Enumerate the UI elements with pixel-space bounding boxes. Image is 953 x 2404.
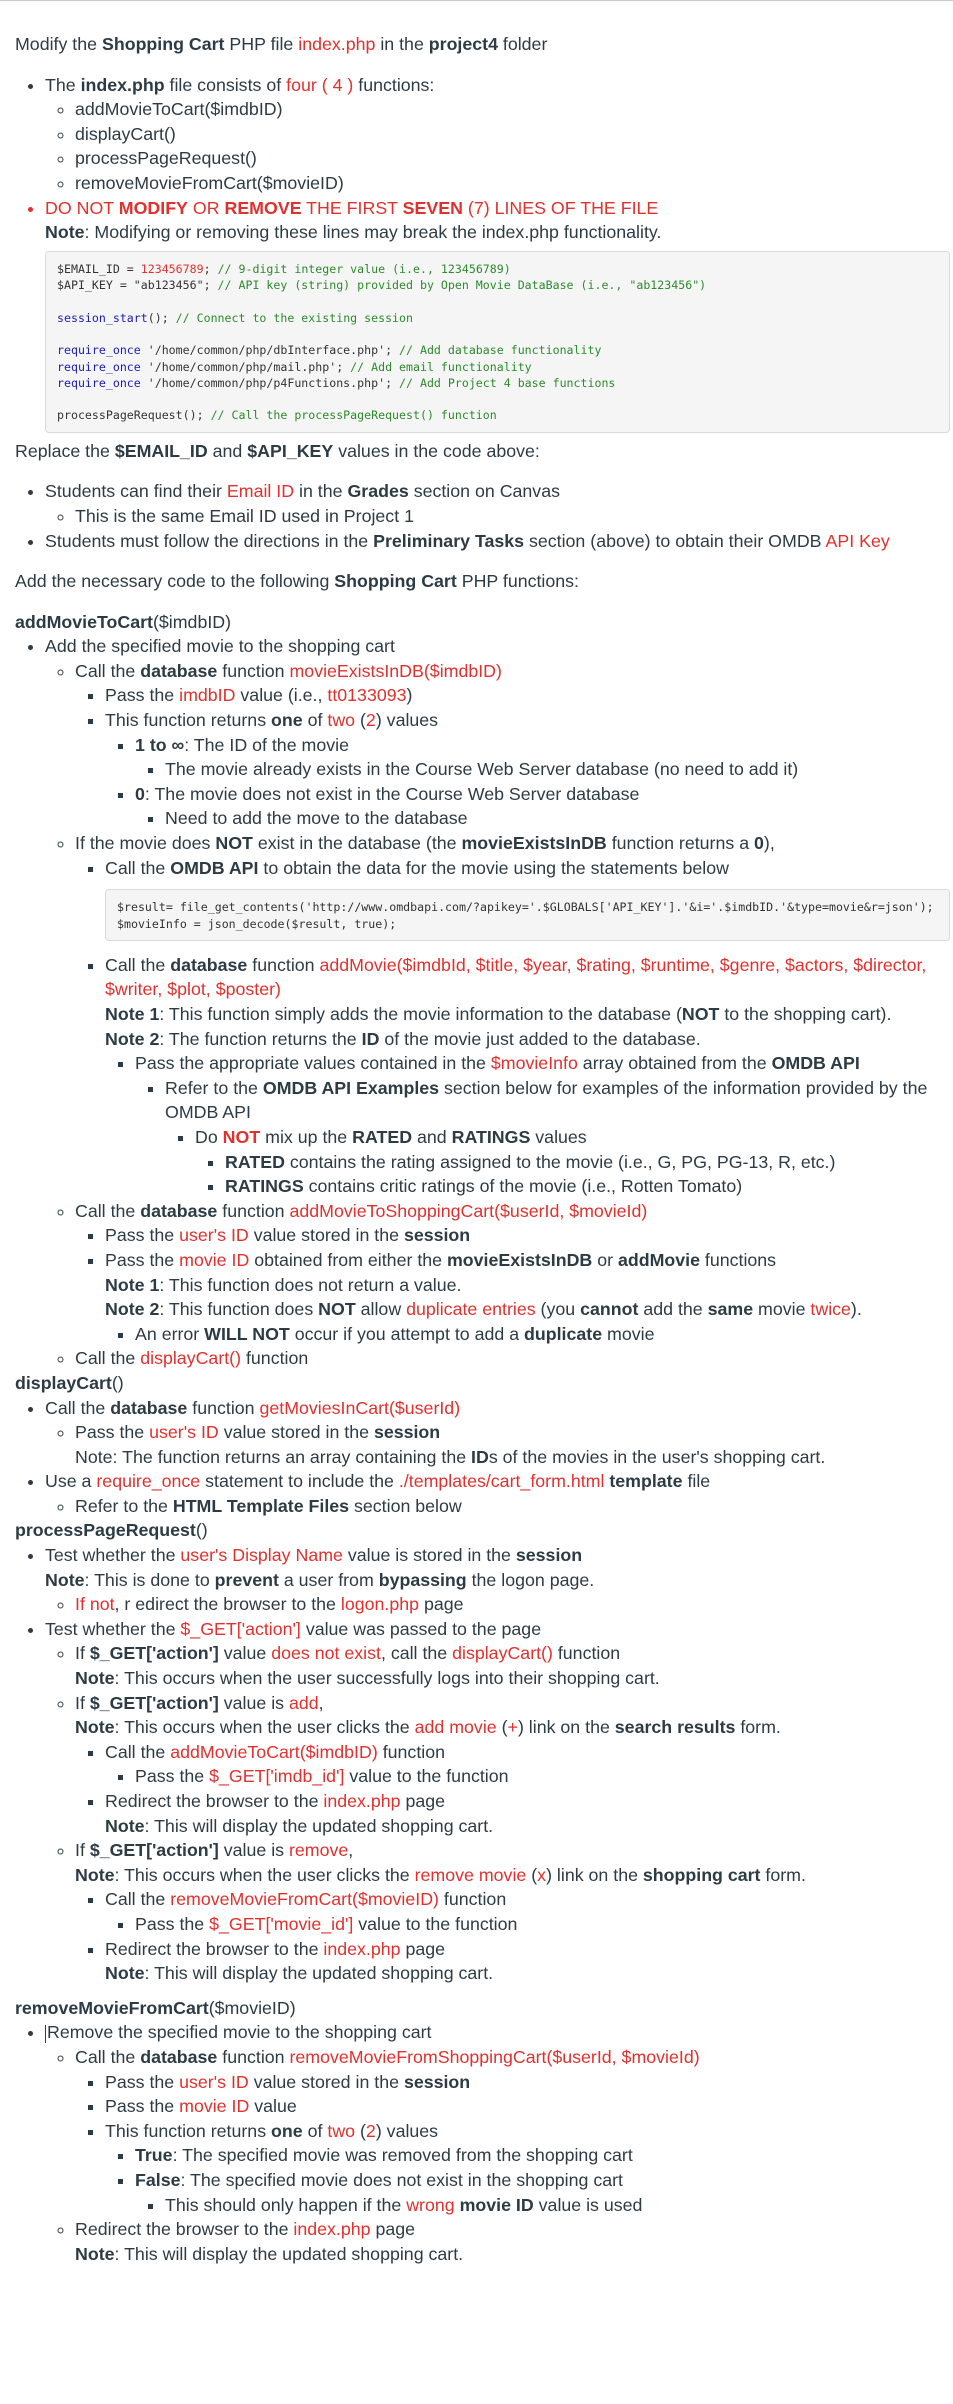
list-item: ◦ If $_GET['action'] value is remove, Note: This occurs when the user clicks the remove movie (x) link on the shopping cart form. ▪ Call the removeMovieFromCart($movieID) function ▪ Pass the $_GET['movie_id'] value to the function ▪ Redirect the browser to the index.php page Note: This will display the updated shopping cart.: [75, 1838, 950, 1986]
list-item: ▪ Pass the movie ID obtained from either the movieExistsInDB or addMovie functions Note 1: This function does not return a value. Note 2: This function does NOT allow duplicate entries (you cannot add the same movie twice). ▪ An error WILL NOT occur if you attempt to add a duplicate movie: [105, 1248, 950, 1346]
replace-list: [15, 479, 950, 553]
list-item: • Test whether the $_GET['action'] value was passed to the page ◦ If $_GET['action'] value does not exist, call the displayCart() function Note: This occurs when the user successfully logs into their shopping cart. ◦ If $_GET['action'] value is add, Note: This occurs when the user clicks the add movie (+) link on the search results form. ▪ Call the addMovieToCart($imdbID) function ▪ Pass the $_GET['imdb_id'] value to the function ▪ Redirect the browser to the index.php page Note: This will display the updated shopping cart. ◦ If $_GET['action'] value is remove, Note: This occurs when the user clicks the remove movie (x) link on the shopping cart form. ▪ Call the removeMovieFromCart($movieID) function ▪ Pass the $_GET['movie_id'] value to the function ▪ Redirect the browser to the index.php page Note: This will display the updated shopping cart.: [45, 1617, 950, 1986]
list-item: ▪ Call the OMDB API to obtain the data for the movie using the statements below $result= file_get_contents('http://www.omdbapi.com/?apikey='.$GLOBALS['API_KEY'].'&i='.$imdbID.'&type=movie&r=json'); $movieInfo = json_decode($result, true);: [105, 856, 950, 941]
list-item: ▪ Call the removeMovieFromCart($movieID) function ▪ Pass the $_GET['movie_id'] value to the function: [105, 1887, 950, 1936]
function-heading-removemovie: removeMovieFromCart($movieID): [15, 1997, 296, 2018]
list-item: • Add the specified movie to the shopping cart ◦ Call the database function movieExistsInDB($imdbID) ▪ Pass the imdbID value (i.e., tt0133093) ▪ This function returns one of two (2) values ▪ 1 to ∞: The ID of the movie ▪ The movie already exists in the Course Web Server database (no need to add it) ▪ 0: The movie does not exist in the Course Web Server database ▪ Need to add the move to the database ◦ If the movie does NOT exist in the database (the movieExistsInDB function returns a 0), ▪ Call the OMDB API to obtain the data for the movie using the statements below $result= file_get_contents('http://www.omdbapi.com/?apikey='.$GLOBALS['API_KEY'].'&i='.$imdbID.'&type=movie&r=json'); $movieInfo = json_decode($result, true); ▪ Call the database function addMovie($imdbId, $title, $year, $rating, $runtime, $genre, $actors, $director, $writer, $plot, $poster) Note 1: This function simply adds the movie information to the database (NOT to the shopping cart). Note 2: The function returns the ID of the movie just added to the database. ▪ Pass the appropriate values contained in the $movieInfo array obtained from the OMDB API ▪ Refer to the OMDB API Examples section below for examples of the information provided by the OMDB API ▪ Do NOT mix up the RATED and RATINGS values ▪ RATED contains the rating assigned to the movie (i.e., G, PG, PG-13, R, etc.) ▪ RATINGS contains critic ratings of the movie (i.e., Rotten Tomato) ◦ Call the database function addMovieToShoppingCart($userId, $movieId) ▪ Pass the user's ID value stored in the session ▪ Pass the movie ID obtained from either the movieExistsInDB or addMovie functions Note 1: This function does not return a value. Note 2: This function does NOT allow duplicate entries (you cannot add the same movie twice). ▪ An error WILL NOT occur if you attempt to add a duplicate movie ◦ Call the displayCart() function: [45, 634, 950, 1371]
removemovie-list: [15, 2020, 950, 2266]
list-item: ◦ If not, r edirect the browser to the logon.php page: [75, 1592, 950, 1617]
list-item: ▪ This function returns one of two (2) values ▪ 1 to ∞: The ID of the movie ▪ The movie already exists in the Course Web Server database (no need to add it) ▪ 0: The movie does not exist in the Course Web Server database ▪ Need to add the move to the database: [105, 708, 950, 831]
list-item: ▪ Call the addMovieToCart($imdbID) function ▪ Pass the $_GET['imdb_id'] value to the function: [105, 1740, 950, 1789]
list-item: • Remove the specified movie to the shopping cart ◦ Call the database function removeMovieFromShoppingCart($userId, $movieId) ▪ Pass the user's ID value stored in the session ▪ Pass the movie ID value ▪ This function returns one of two (2) values ▪ True: The specified movie was removed from the shopping cart ▪ False: The specified movie does not exist in the shopping cart ▪ This should only happen if the wrong movie ID value is used ◦ Redirect the browser to the index.php page Note: This will display the updated shopping cart.: [45, 2020, 950, 2266]
list-item: ▪ False: The specified movie does not exist in the shopping cart ▪ This should only happen if the wrong movie ID value is used: [135, 2168, 950, 2217]
list-item: ▪ Pass the user's ID value stored in the session: [105, 2070, 950, 2095]
list-item: ◦ Redirect the browser to the index.php page Note: This will display the updated shopping cart.: [75, 2217, 950, 2266]
list-item: ◦ If $_GET['action'] value is add, Note: This occurs when the user clicks the add movie (+) link on the search results form. ▪ Call the addMovieToCart($imdbID) function ▪ Pass the $_GET['imdb_id'] value to the function ▪ Redirect the browser to the index.php page Note: This will display the updated shopping cart.: [75, 1691, 950, 1839]
list-item: • Students can find their Email ID in the Grades section on Canvas ◦ This is the same Email ID used in Project 1: [45, 479, 950, 528]
list-item: ◦ Call the displayCart() function: [75, 1346, 950, 1371]
list-item: • Students must follow the directions in the Preliminary Tasks section (above) to obtain their OMDB API Key: [45, 529, 950, 554]
add-code-paragraph: Add the necessary code to the following Shopping Cart PHP functions:: [15, 571, 579, 592]
replace-paragraph: Replace the $EMAIL_ID and $API_KEY values in the code above:: [15, 440, 540, 461]
list-item: ▪ Need to add the move to the database: [165, 806, 950, 831]
list-item: ▪ RATED contains the rating assigned to the movie (i.e., G, PG, PG-13, R, etc.): [225, 1150, 950, 1175]
text-cursor: [45, 2025, 46, 2043]
list-item: ▪ Refer to the OMDB API Examples section below for examples of the information provided by the OMDB API ▪ Do NOT mix up the RATED and RATINGS values ▪ RATED contains the rating assigned to the movie (i.e., G, PG, PG-13, R, etc.) ▪ RATINGS contains critic ratings of the movie (i.e., Rotten Tomato): [165, 1076, 950, 1199]
list-item: ◦ displayCart(): [75, 122, 950, 147]
list-item: ◦ This is the same Email ID used in Project 1: [75, 504, 950, 529]
list-item: ▪ Pass the $_GET['imdb_id'] value to the function: [135, 1764, 950, 1789]
list-item: ◦ Refer to the HTML Template Files section below: [75, 1494, 950, 1519]
warning-item: • DO NOT MODIFY OR REMOVE THE FIRST SEVEN (7) LINES OF THE FILE Note: Modifying or removing these lines may break the index.php functionality. $EMAIL_ID = 123456789; // 9-digit integer value (i.e., 123456789) $API_KEY = "ab123456"; // API key (string) provided by Open Movie DataBase (i.e., "ab123456") session_start(); // Connect to the existing session require_once '/home/common/php/dbInterface.php'; // Add database functionality require_once '/home/common/php/mail.php'; // Add email functionality require_once '/home/common/php/p4Functions.php'; // Add Project 4 base functions processPageRequest(); // Call the processPageRequest() function: [45, 196, 950, 433]
list-item: • Test whether the user's Display Name value is stored in the session Note: This is done to prevent a user from bypassing the logon page. ◦ If not, r edirect the browser to the logon.php page: [45, 1543, 950, 1617]
list-item: ◦ If the movie does NOT exist in the database (the movieExistsInDB function returns a 0), ▪ Call the OMDB API to obtain the data for the movie using the statements below $result= file_get_contents('http://www.omdbapi.com/?apikey='.$GLOBALS['API_KEY'].'&i='.$imdbID.'&type=movie&r=json'); $movieInfo = json_decode($result, true); ▪ Call the database function addMovie($imdbId, $title, $year, $rating, $runtime, $genre, $actors, $director, $writer, $plot, $poster) Note 1: This function simply adds the movie information to the database (NOT to the shopping cart). Note 2: The function returns the ID of the movie just added to the database. ▪ Pass the appropriate values contained in the $movieInfo array obtained from the OMDB API ▪ Refer to the OMDB API Examples section below for examples of the information provided by the OMDB API ▪ Do NOT mix up the RATED and RATINGS values ▪ RATED contains the rating assigned to the movie (i.e., G, PG, PG-13, R, etc.) ▪ RATINGS contains critic ratings of the movie (i.e., Rotten Tomato): [75, 831, 950, 1199]
list-item: ▪ Redirect the browser to the index.php page Note: This will display the updated shopping cart.: [105, 1789, 950, 1838]
list-item: ▪ An error WILL NOT occur if you attempt to add a duplicate movie: [135, 1322, 950, 1347]
list-item: ◦ Call the database function addMovieToShoppingCart($userId, $movieId) ▪ Pass the user's ID value stored in the session ▪ Pass the movie ID obtained from either the movieExistsInDB or addMovie functions Note 1: This function does not return a value. Note 2: This function does NOT allow duplicate entries (you cannot add the same movie twice). ▪ An error WILL NOT occur if you attempt to add a duplicate movie: [75, 1199, 950, 1347]
list-item: ◦ Call the database function movieExistsInDB($imdbID) ▪ Pass the imdbID value (i.e., tt0133093) ▪ This function returns one of two (2) values ▪ 1 to ∞: The ID of the movie ▪ The movie already exists in the Course Web Server database (no need to add it) ▪ 0: The movie does not exist in the Course Web Server database ▪ Need to add the move to the database: [75, 659, 950, 831]
list-item: ▪ 1 to ∞: The ID of the movie ▪ The movie already exists in the Course Web Server database (no need to add it): [135, 733, 950, 782]
list-item: ◦ removeMovieFromCart($movieID): [75, 171, 950, 196]
code-block-omdb: $result= file_get_contents('http://www.omdbapi.com/?apikey='.$GLOBALS['API_KEY'].'&i='.$imdbID.'&type=movie&r=json'); $movieInfo = json_decode($result, true);: [105, 889, 950, 941]
processpage-list: [15, 1543, 950, 1986]
list-item: ▪ Pass the user's ID value stored in the session: [105, 1223, 950, 1248]
list-item: ▪ This should only happen if the wrong movie ID value is used: [165, 2193, 950, 2218]
function-heading-processpage: processPageRequest(): [15, 1520, 208, 1541]
addmovie-list: [15, 634, 950, 1371]
list-item: ▪ Pass the movie ID value: [105, 2094, 950, 2119]
list-item: ▪ The movie already exists in the Course Web Server database (no need to add it): [165, 757, 950, 782]
list-item: ◦ Call the database function removeMovieFromShoppingCart($userId, $movieId) ▪ Pass the user's ID value stored in the session ▪ Pass the movie ID value ▪ This function returns one of two (2) values ▪ True: The specified movie was removed from the shopping cart ▪ False: The specified movie does not exist in the shopping cart ▪ This should only happen if the wrong movie ID value is used: [75, 2045, 950, 2217]
list-item: ▪ This function returns one of two (2) values ▪ True: The specified movie was removed from the shopping cart ▪ False: The specified movie does not exist in the shopping cart ▪ This should only happen if the wrong movie ID value is used: [105, 2119, 950, 2217]
intro-paragraph: Modify the Shopping Cart PHP file index.php in the project4 folder: [15, 34, 548, 54]
list-item: • The index.php file consists of four ( 4 ) functions: ◦ addMovieToCart($imdbID) ◦ displayCart() ◦ processPageRequest() ◦ removeMovieFromCart($movieID): [45, 73, 950, 196]
code-block-header: $EMAIL_ID = 123456789; // 9-digit integer value (i.e., 123456789) $API_KEY = "ab123456"; // API key (string) provided by Open Movie DataBase (i.e., "ab123456") session_start(); // Connect to the existing session require_once '/home/common/php/dbInterface.php'; // Add database functionality require_once '/home/common/php/mail.php'; // Add email functionality require_once '/home/common/php/p4Functions.php'; // Add Project 4 base functions processPageRequest(); // Call the processPageRequest() function: [45, 251, 950, 433]
list-item: ◦ Pass the user's ID value stored in the session Note: The function returns an array containing the IDs of the movies in the user's shopping cart.: [75, 1420, 950, 1469]
function-list: [45, 97, 950, 195]
list-item: ▪ Call the database function addMovie($imdbId, $title, $year, $rating, $runtime, $genre, $actors, $director, $writer, $plot, $poster) Note 1: This function simply adds the movie information to the database (NOT to the shopping cart). Note 2: The function returns the ID of the movie just added to the database. ▪ Pass the appropriate values contained in the $movieInfo array obtained from the OMDB API ▪ Refer to the OMDB API Examples section below for examples of the information provided by the OMDB API ▪ Do NOT mix up the RATED and RATINGS values ▪ RATED contains the rating assigned to the movie (i.e., G, PG, PG-13, R, etc.) ▪ RATINGS contains critic ratings of the movie (i.e., Rotten Tomato): [105, 953, 950, 1199]
list-item: ▪ Do NOT mix up the RATED and RATINGS values ▪ RATED contains the rating assigned to the movie (i.e., G, PG, PG-13, R, etc.) ▪ RATINGS contains critic ratings of the movie (i.e., Rotten Tomato): [195, 1125, 950, 1199]
overview-list: [15, 73, 950, 433]
list-item: ◦ processPageRequest(): [75, 146, 950, 171]
list-item: • Call the database function getMoviesInCart($userId) ◦ Pass the user's ID value stored in the session Note: The function returns an array containing the IDs of the movies in the user's shopping cart.: [45, 1396, 950, 1470]
function-heading-displaycart: displayCart(): [15, 1372, 124, 1393]
list-item: ▪ Pass the appropriate values contained in the $movieInfo array obtained from the OMDB API ▪ Refer to the OMDB API Examples section below for examples of the information provided by the OMDB API ▪ Do NOT mix up the RATED and RATINGS values ▪ RATED contains the rating assigned to the movie (i.e., G, PG, PG-13, R, etc.) ▪ RATINGS contains critic ratings of the movie (i.e., Rotten Tomato): [135, 1051, 950, 1199]
list-item: ▪ 0: The movie does not exist in the Course Web Server database ▪ Need to add the move to the database: [135, 782, 950, 831]
list-item: ▪ Pass the imdbID value (i.e., tt0133093): [105, 683, 950, 708]
list-item: ▪ True: The specified movie was removed from the shopping cart: [135, 2143, 950, 2168]
list-item: ▪ RATINGS contains critic ratings of the movie (i.e., Rotten Tomato): [225, 1174, 950, 1199]
list-item: ▪ Redirect the browser to the index.php page Note: This will display the updated shopping cart.: [105, 1937, 950, 1986]
list-item: • Use a require_once statement to include the ./templates/cart_form.html template file ◦ Refer to the HTML Template Files section below: [45, 1469, 950, 1518]
list-item: ◦ addMovieToCart($imdbID): [75, 97, 950, 122]
list-item: ▪ Pass the $_GET['movie_id'] value to the function: [135, 1912, 950, 1937]
list-item: ◦ If $_GET['action'] value does not exist, call the displayCart() function Note: This occurs when the user successfully logs into their shopping cart.: [75, 1641, 950, 1690]
function-heading-addmovie: addMovieToCart($imdbID): [15, 611, 232, 632]
displaycart-list: [15, 1396, 950, 1519]
